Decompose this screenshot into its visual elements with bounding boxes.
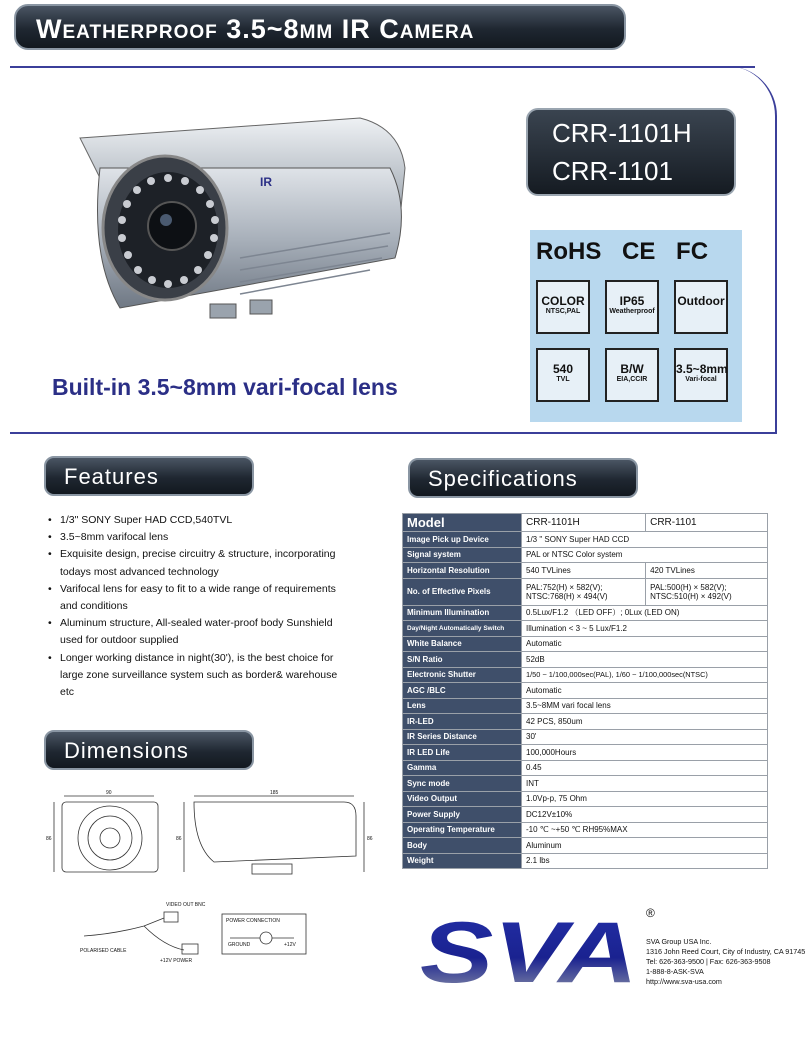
logo-text: SVA: [420, 912, 638, 992]
side-height-left-label: 86: [176, 836, 182, 842]
table-row: Minimum Illumination 0.5Lux/F1.2 （LED OFF）; 0Lux (LED ON): [403, 605, 768, 621]
side-height-right-label: 86: [367, 836, 373, 842]
features-heading: Features: [44, 456, 254, 496]
model-box: [526, 108, 736, 196]
power-connection-label: POWER CONNECTION: [226, 918, 280, 924]
cert-marks: [536, 238, 722, 266]
ground-label: GROUND: [228, 942, 251, 948]
table-row: IR LED Life 100,000Hours: [403, 745, 768, 761]
table-header-row: [403, 514, 768, 532]
table-row: S/N Ratio 52dB: [403, 652, 768, 668]
table-row: Power Supply DC12V±10%: [403, 807, 768, 823]
specifications-table: [402, 513, 768, 869]
model-col1: CRR-1101H: [522, 514, 646, 532]
weatherproof-icon: IP65 Weatherproof: [605, 280, 659, 334]
power-label: +12V POWER: [160, 958, 193, 964]
table-row: Day/Night Automatically Switch Illumination < 3 ~ 5 Lux/F1.2: [403, 621, 768, 637]
table-row: Operating Temperature -10 ℃ ~+50 ℃ RH95%MAX: [403, 822, 768, 838]
sva-logo: [420, 912, 640, 992]
model-header: Model: [403, 514, 522, 532]
company-tollfree: 1-888-8-ASK-SVA: [646, 967, 704, 976]
table-row: AGC /BLC Automatic: [403, 683, 768, 699]
features-list: [48, 512, 338, 701]
model-name-2: CRR-1101: [552, 156, 673, 186]
dimension-drawing: [44, 786, 384, 976]
feature-item: • Aluminum structure, All-sealed water-proof body Sunshield used for outdoor supplied: [48, 615, 338, 649]
color-icon: COLOR NTSC,PAL: [536, 280, 590, 334]
dimensions-heading: Dimensions: [44, 730, 254, 770]
feature-item: • 3.5~8mm varifocal lens: [48, 529, 338, 546]
tagline: Built-in 3.5~8mm vari-focal lens: [52, 374, 398, 400]
camera-label: IR: [260, 175, 272, 189]
table-row: Lens 3.5~8MM vari focal lens: [403, 698, 768, 714]
tvl-icon: 540 TVL: [536, 348, 590, 402]
video-out-label: VIDEO OUT BNC: [166, 902, 206, 908]
side-length-label: 185: [270, 790, 279, 796]
table-row: Electronic Shutter 1/50 ~ 1/100,000sec(PAL), 1/60 ~ 1/100,000sec(NTSC): [403, 667, 768, 683]
front-height-label: 86: [46, 836, 52, 842]
contact-info: [646, 937, 806, 987]
camera-image: [60, 108, 420, 338]
fcc-mark: FC: [676, 238, 709, 265]
front-width-label: 90: [106, 790, 112, 796]
plus12v-label: +12V: [284, 942, 296, 948]
table-row: White Balance Automatic: [403, 636, 768, 652]
company-phone: Tel: 626-363-9500 | Fax: 626-363-9508: [646, 957, 771, 966]
table-row: Image Pick up Device 1/3 " SONY Super HAD CCD: [403, 532, 768, 548]
varifocal-icon: 3.5~8mm Vari-focal: [674, 348, 728, 402]
table-row: Signal system PAL or NTSC Color system: [403, 547, 768, 563]
table-row: Body Aluminum: [403, 838, 768, 854]
model-name-1: CRR-1101H: [552, 118, 692, 148]
feature-item: • Varifocal lens for easy to fit to a wide range of requirements and conditions: [48, 581, 338, 615]
page-title: Weatherproof 3.5~8mm IR Camera: [36, 14, 475, 44]
model-col2: CRR-1101: [646, 514, 768, 532]
ce-mark: CE: [622, 238, 656, 265]
feature-item: • 1/3" SONY Super HAD CCD,540TVL: [48, 512, 338, 529]
table-row: Gamma 0.45: [403, 760, 768, 776]
company-address: 1316 John Reed Court, City of Industry, CA 91745: [646, 947, 806, 956]
bw-icon: B/W EIA,CCIR: [605, 348, 659, 402]
table-row: No. of Effective Pixels PAL:752(H) × 582(V); NTSC:768(H) × 494(V) PAL:500(H) × 582(V); NTSC:510(H) × 492(V): [403, 578, 768, 605]
table-row: Video Output 1.0Vp-p, 75 Ohm: [403, 791, 768, 807]
certification-box: [530, 230, 742, 422]
title-banner: [14, 4, 626, 50]
specifications-heading: Specifications: [408, 458, 638, 498]
outdoor-icon: Outdoor: [674, 280, 728, 334]
table-row: IR Series Distance 30': [403, 729, 768, 745]
feature-item: • Longer working distance in night(30'), is the best choice for large zone surveillance system such as border& warehouse etc: [48, 650, 338, 702]
registered-mark: ®: [646, 906, 655, 920]
table-row: Sync mode INT: [403, 776, 768, 792]
table-row: Horizontal Resolution 540 TVLines 420 TVLines: [403, 563, 768, 579]
feature-item: • Exquisite design, precise circuitry & structure, incorporating todays most advanced technology: [48, 546, 338, 580]
company-name: SVA Group USA Inc.: [646, 937, 712, 946]
company-website[interactable]: http://www.sva-usa.com: [646, 977, 722, 986]
rohs-mark: RoHS: [536, 238, 602, 265]
table-row: IR-LED 42 PCS, 850um: [403, 714, 768, 730]
cable-label: POLARISED CABLE: [80, 948, 127, 954]
table-row: Weight 2.1 lbs: [403, 853, 768, 869]
